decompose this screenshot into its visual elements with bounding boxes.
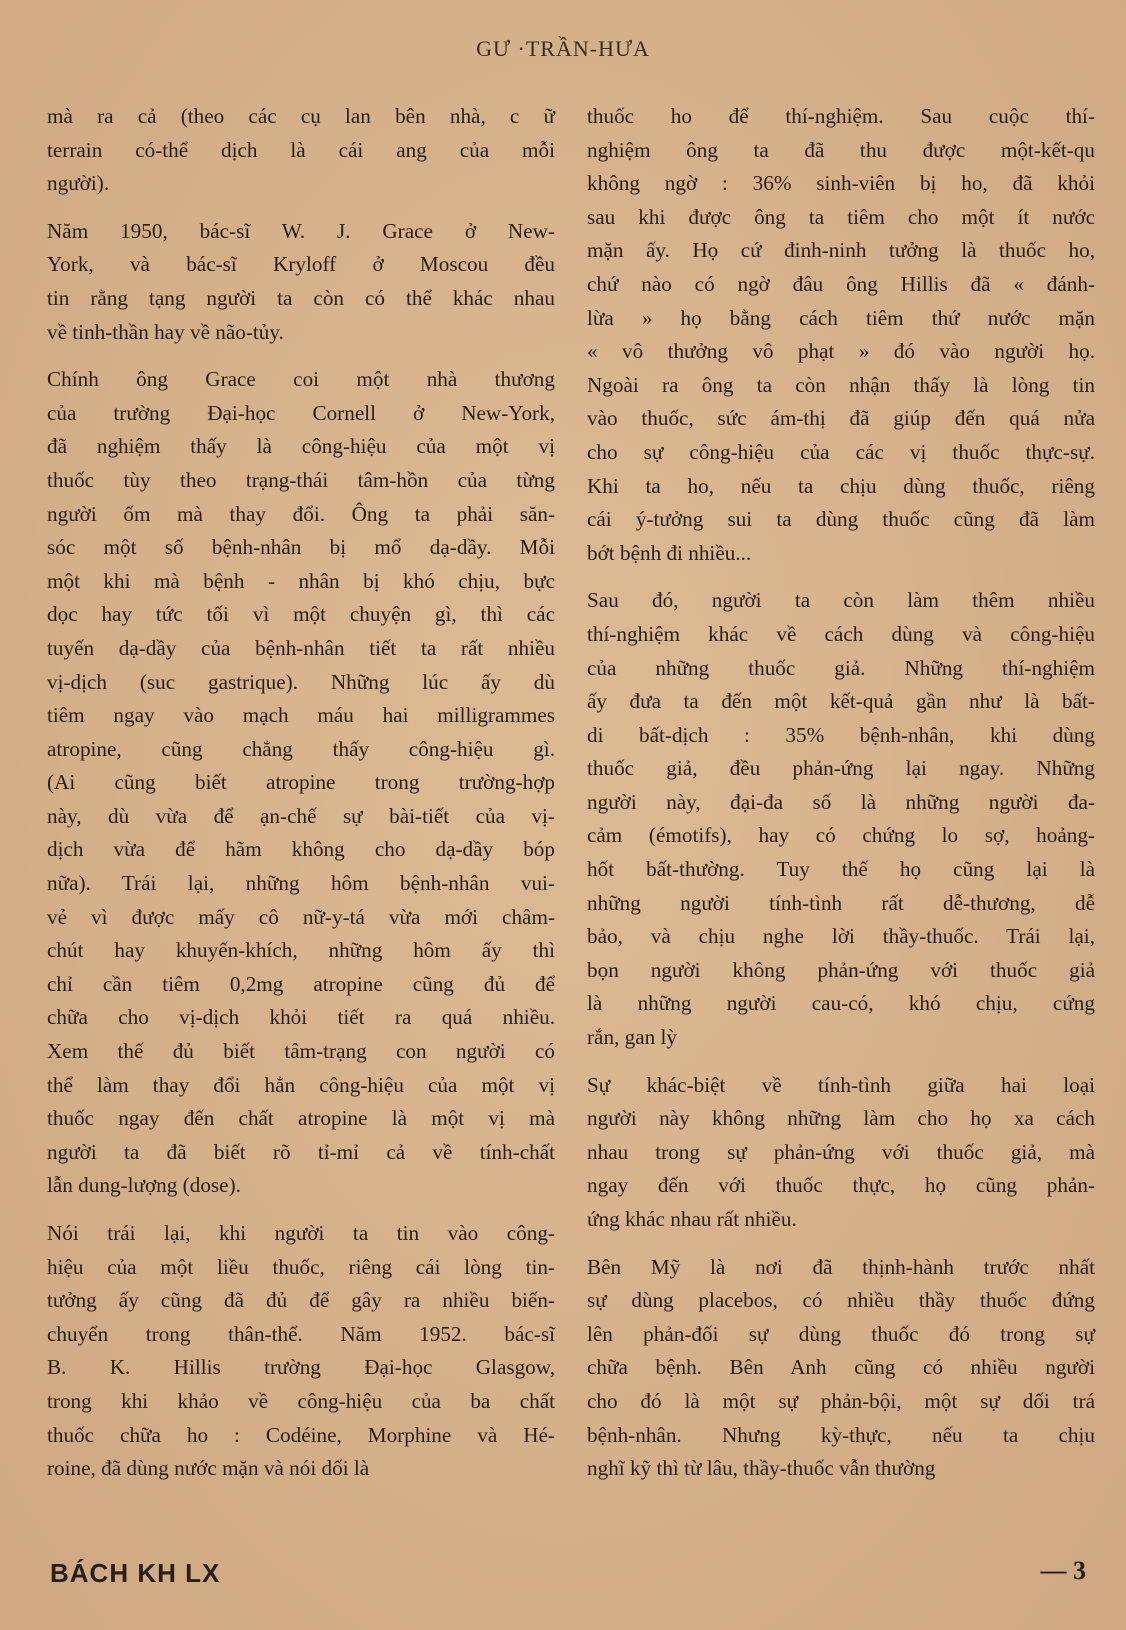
text-line: di bất-dịch : 35% bệnh-nhân, khi dùng	[587, 722, 1095, 747]
text-line: sau khi được ông ta tiêm cho một ít nước	[587, 204, 1095, 229]
text-line: này, dù vừa để ạn-chế sự bài-tiết của vị-	[47, 803, 555, 828]
text-line: thí-nghiệm khác về cách dùng và công-hiệu	[587, 621, 1095, 646]
text-line: sóc một số bệnh-nhân bị mổ dạ-dầy. Mỗi	[47, 535, 555, 560]
text-line: vẻ vì được mấy cô nữ-y-tá vừa mới châm-	[47, 904, 555, 929]
text-line: người ốm mà thay đổi. Ông ta phải săn-	[47, 501, 555, 526]
text-line: hiệu của một liều thuốc, riêng cái lòng tin-	[47, 1254, 555, 1279]
text-line: mặn ấy. Họ cứ đinh-ninh tưởng là thuốc ho,	[587, 238, 1095, 263]
text-line: của trường Đại-học Cornell ở New-York,	[47, 400, 555, 425]
text-line: thuốc tùy theo trạng-thái tâm-hồn của từng	[47, 467, 555, 492]
text-line: chỉ cần tiêm 0,2mg atropine cũng đủ để	[47, 971, 555, 996]
left-paragraph	[47, 215, 555, 349]
text-line: Ngoài ra ông ta còn nhận thấy là lòng tin	[587, 372, 1095, 397]
text-line: sự dùng placebos, có nhiều thầy thuốc đứng	[587, 1288, 1095, 1313]
text-line: ứng khác nhau rất nhiều.	[587, 1207, 797, 1231]
text-line: bệnh-nhân. Nhưng kỳ-thực, nếu ta chịu	[587, 1422, 1095, 1447]
page-number: — 3	[1040, 1556, 1086, 1585]
text-line: dịch vừa để hãm không cho dạ-dầy bóp	[47, 837, 555, 862]
text-line: những người tính-tình rất dễ-thương, dễ	[587, 890, 1095, 915]
text-line: Xem thế đủ biết tâm-trạng con người có	[47, 1039, 555, 1064]
text-line: chữa bệnh. Bên Anh cũng có nhiều người	[587, 1355, 1095, 1380]
text-line: người ta đã biết rõ tỉ-mỉ cả về tính-chất	[47, 1139, 555, 1164]
text-line: thuốc giả, đều phản-ứng lại ngay. Những	[587, 756, 1095, 781]
text-line: bảo, và chịu nghe lời thầy-thuốc. Trái lại,	[587, 924, 1095, 949]
text-line: người này không những làm cho họ xa cách	[587, 1106, 1095, 1131]
text-line: mà ra cả (theo các cụ lan bên nhà, c ữ	[47, 104, 555, 128]
text-line: lừa » họ bằng cách tiêm thứ nước mặn	[587, 305, 1095, 330]
text-line: lên phản-đối sự dùng thuốc đó trong sự	[587, 1321, 1095, 1346]
text-line: trong khi khảo về công-hiệu của ba chất	[47, 1388, 555, 1413]
text-line: là những người cau-có, khó chịu, cứng	[587, 991, 1095, 1016]
text-line: đã nghiệm thấy là công-hiệu của một vị	[47, 434, 555, 459]
text-line: thuốc ho để thí-nghiệm. Sau cuộc thí-	[587, 104, 1095, 128]
text-line: roine, đã dùng nước mặn và nói dối là	[47, 1456, 370, 1481]
text-line: cảm (émotifs), hay có chứng lo sợ, hoảng-	[587, 823, 1095, 848]
running-header: GƯ ·TRẦN-HƯA	[476, 36, 650, 61]
text-line: chứ nào có ngờ đâu ông Hillis đã « đánh-	[587, 271, 1095, 296]
text-line: Chính ông Grace coi một nhà thương	[47, 367, 555, 392]
text-line: vào thuốc, sức ám-thị đã giúp đến quá nửa	[587, 406, 1095, 431]
text-line: terrain có-thể dịch là cái ang của mỗi	[47, 137, 555, 162]
text-line: Nói trái lại, khi người ta tin vào công-	[47, 1221, 555, 1245]
text-line: Bên Mỹ là nơi đã thịnh-hành trước nhất	[587, 1254, 1095, 1279]
text-line: nghĩ kỹ thì từ lâu, thầy-thuốc vẫn thường	[587, 1456, 936, 1481]
text-line: York, và bác-sĩ Kryloff ở Moscou đều	[47, 252, 555, 277]
text-line: Sau đó, người ta còn làm thêm nhiều	[587, 588, 1095, 613]
text-line: thuốc ngay đến chất atropine là một vị mà	[47, 1106, 555, 1131]
text-line: của những thuốc giả. Những thí-nghiệm	[587, 655, 1095, 680]
right-column	[587, 100, 1095, 1500]
text-line: chuyển trong thân-thể. Năm 1952. bác-sĩ	[47, 1321, 555, 1346]
text-line: tin rằng tạng người ta còn có thể khác nhau	[47, 285, 555, 310]
text-line: hốt bất-thường. Tuy thế họ cũng lại là	[587, 857, 1095, 882]
left-paragraph	[47, 1217, 555, 1486]
text-line: về tinh-thần hay về não-tủy.	[47, 319, 284, 344]
text-line: cái ý-tưởng sui ta dùng thuốc cũng đã làm	[587, 507, 1095, 532]
text-line: cho đó là một sự phản-bội, một sự dối trá	[587, 1388, 1095, 1413]
left-column	[47, 100, 555, 1500]
text-line: tuyến dạ-dầy của bệnh-nhân tiết ta rất nhiều	[47, 635, 555, 660]
text-line: atropine, cũng chẳng thấy công-hiệu gì.	[47, 736, 555, 761]
text-line: dọc hay tức tối vì một chuyện gì, thì các	[47, 602, 555, 627]
text-line: ngay đến với thuốc thực, họ cũng phản-	[587, 1173, 1095, 1198]
text-line: thuốc chữa ho : Codéine, Morphine và Hé-	[47, 1422, 555, 1447]
text-line: nữa). Trái lại, những hôm bệnh-nhân vui-	[47, 871, 555, 896]
text-line: không ngờ : 36% sinh-viên bị ho, đã khỏi	[587, 171, 1095, 196]
text-line: lẫn dung-lượng (dose).	[47, 1173, 241, 1198]
magazine-title: BÁCH KH LX	[50, 1558, 221, 1588]
text-line: (Ai cũng biết atropine trong trường-hợp	[47, 770, 555, 795]
text-line: tưởng ấy cũng đã đủ để gây ra nhiều biến-	[47, 1288, 555, 1313]
text-line: Khi ta ho, nếu ta chịu dùng thuốc, riêng	[587, 473, 1095, 498]
left-paragraph	[47, 100, 555, 201]
left-paragraph	[47, 363, 555, 1203]
text-line: cho sự công-hiệu của các vị thuốc thực-sự.	[587, 439, 1095, 464]
right-paragraph	[587, 584, 1095, 1054]
right-paragraph	[587, 100, 1095, 570]
text-line: « vô thưởng vô phạt » đó vào người họ.	[587, 339, 1095, 364]
right-paragraph	[587, 1251, 1095, 1486]
text-line: B. K. Hillis trường Đại-học Glasgow,	[47, 1355, 555, 1380]
text-line: người này, đại-đa số là những người đa-	[587, 789, 1095, 814]
text-line: bớt bệnh đi nhiều...	[587, 540, 752, 565]
text-line: chút hay khuyến-khích, những hôm ấy thì	[47, 938, 555, 963]
text-line: bọn người không phản-ứng với thuốc giả	[587, 957, 1095, 982]
text-line: vị-dịch (suc gastrique). Những lúc ấy dù	[47, 669, 555, 694]
text-line: nghiệm ông ta đã thu được một-kết-qu	[587, 137, 1095, 162]
text-line: người).	[47, 171, 110, 196]
text-line: nhau trong sự phản-ứng với thuốc giả, mà	[587, 1139, 1095, 1164]
right-paragraph	[587, 1069, 1095, 1237]
text-line: tiêm ngay vào mạch máu hai milligrammes	[47, 703, 555, 728]
text-line: chữa cho vị-dịch khỏi tiết ra quá nhiều.	[47, 1005, 555, 1030]
text-line: một khi mà bệnh - nhân bị khó chịu, bực	[47, 568, 555, 593]
text-line: Sự khác-biệt về tính-tình giữa hai loại	[587, 1072, 1095, 1097]
text-line: ấy đưa ta đến một kết-quả gần như là bất-	[587, 689, 1095, 714]
text-line: thể làm thay đổi hẳn công-hiệu của một vị	[47, 1072, 555, 1097]
text-line: rắn, gan lỳ	[587, 1025, 678, 1050]
text-line: Năm 1950, bác-sĩ W. J. Grace ở New-	[47, 218, 555, 243]
